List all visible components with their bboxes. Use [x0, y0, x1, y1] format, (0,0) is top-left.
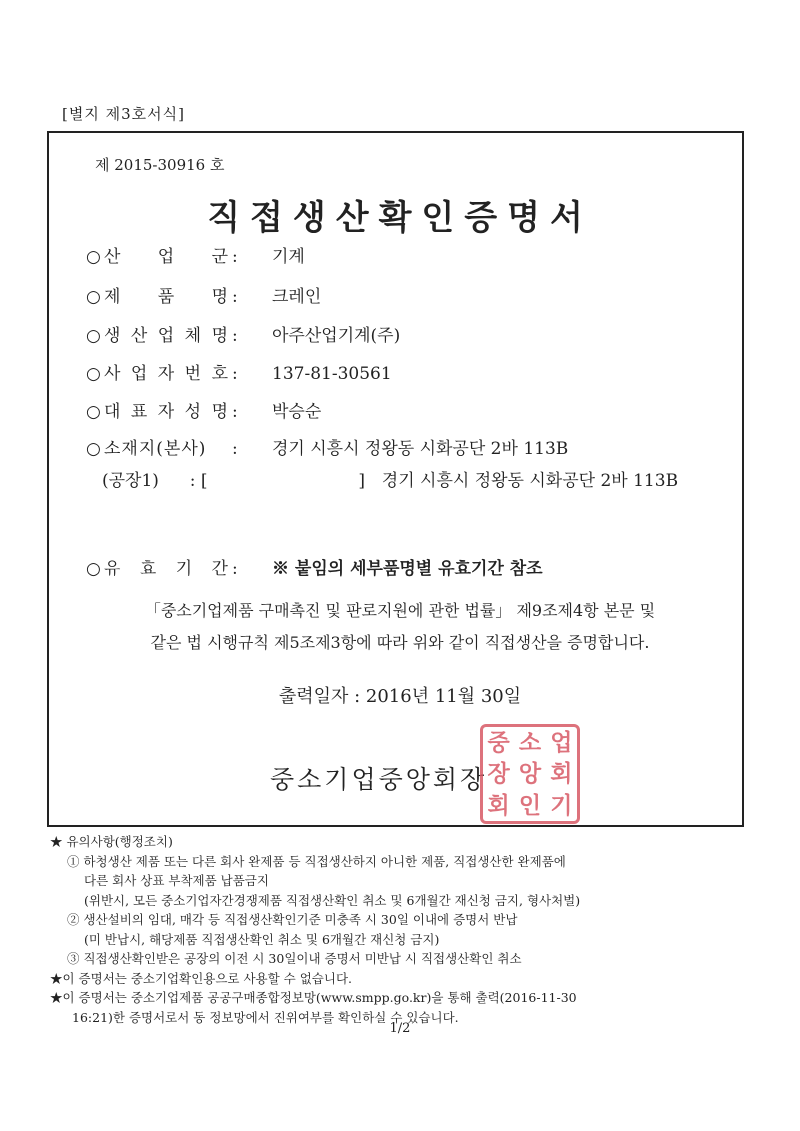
note-item: ③ 직접생산확인받은 공장의 이전 시 30일이내 증명서 미반납 시 직접생산확인 취소 [67, 951, 522, 966]
certificate-number: 제 2015-30916 호 [95, 156, 225, 174]
bullet: ○ [86, 247, 101, 267]
label-char: 품 [157, 287, 175, 307]
label-char: 업 [157, 326, 175, 346]
bracket-close: ] [358, 471, 365, 491]
colon: : [232, 287, 238, 307]
colon: : [189, 471, 196, 491]
bullet: ○ [86, 402, 101, 422]
seal-char: 장 [487, 760, 510, 788]
colon: : [232, 326, 238, 346]
seal-char: 앙 [518, 760, 542, 788]
label-char: 대 [104, 402, 121, 422]
label-char: 자 [157, 402, 175, 422]
row-ceo [86, 399, 321, 425]
label-char: 자 [157, 364, 175, 384]
issue-date: 출력일자 : 2016년 11월 30일 [278, 686, 522, 707]
colon: : [232, 247, 238, 267]
bullet: ○ [86, 439, 101, 459]
label-char: 군 [211, 247, 228, 267]
row-company [86, 323, 400, 349]
label-char: 효 [139, 559, 157, 579]
paragraph-line-1: 「중소기업제품 구매촉진 및 판로지원에 관한 법률」 제9조제4항 본문 및 [144, 601, 656, 620]
label-char: 체 [184, 326, 202, 346]
seal-char: 중 [487, 729, 510, 757]
label-char: 명 [211, 287, 228, 307]
bullet: ○ [86, 287, 101, 307]
note-item: ① 하청생산 제품 또는 다른 회사 완제품 등 직접생산하지 아니한 제품, 직접생산한 완제품에 [67, 853, 566, 869]
colon: : [232, 439, 238, 459]
paragraph-line-2: 같은 법 시행규칙 제5조제3항에 따라 위와 같이 직접생산을 증명합니다. [150, 633, 650, 652]
row-validity [86, 556, 543, 582]
note-item: 다른 회사 상표 부착제품 납품금지 [84, 873, 269, 888]
label-char: 번 [184, 364, 202, 384]
label-char: 표 [130, 402, 148, 422]
certificate-title: 직접생산확인증명서 [207, 198, 593, 238]
label-char: 업 [157, 247, 175, 267]
label-char: 생 [104, 326, 121, 346]
row-industry [86, 244, 305, 270]
factory-label: (공장1) [102, 471, 159, 491]
product-label [104, 284, 228, 310]
official-seal-icon [480, 724, 580, 824]
note-item: ★이 증명서는 중소기업제품 공공구매종합정보망(www.smpp.go.kr)을 통해 출력(2016-11-30 [50, 990, 577, 1005]
page-number: 1/2 [389, 1021, 411, 1036]
row-factory [102, 468, 678, 494]
colon: : [232, 402, 238, 422]
label-char: 명 [211, 326, 228, 346]
bracket-open: [ [200, 471, 208, 491]
label-char: 제 [104, 287, 121, 307]
label-char: 성 [184, 402, 202, 422]
industry-value: 기계 [272, 247, 305, 267]
seal-char: 기 [550, 791, 573, 819]
seal-char: 회 [550, 760, 573, 788]
industry-label [104, 244, 228, 270]
validity-value: ※ 붙임의 세부품명별 유효기간 참조 [272, 559, 543, 579]
seal-char: 인 [518, 791, 542, 819]
company-label [104, 323, 228, 349]
address-label: 소재지(본사) [104, 439, 207, 459]
form-label: [별지 제3호서식] [62, 105, 185, 123]
note-item: (위반시, 모든 중소기업자간경쟁제품 직접생산확인 취소 및 6개월간 재신청 금지, 형사처벌) [84, 892, 581, 908]
colon: : [232, 364, 238, 384]
label-char: 유 [104, 559, 121, 579]
note-item: ★이 증명서는 중소기업확인용으로 사용할 수 없습니다. [50, 970, 352, 986]
label-char: 간 [211, 559, 228, 579]
factory-value: 경기 시흥시 정왕동 시화공단 2바 113B [381, 471, 679, 491]
colon: : [232, 559, 238, 579]
ceo-value: 박승순 [272, 402, 322, 422]
biz-no-value: 137-81-30561 [272, 364, 392, 384]
notes-heading: ★ 유의사항(행정조치) [50, 834, 173, 849]
biz-no-label [104, 361, 228, 387]
note-item: ② 생산설비의 임대, 매각 등 직접생산확인기준 미충족 시 30일 이내에 증명서 반납 [67, 912, 518, 927]
bullet: ○ [86, 559, 101, 579]
product-value: 크레인 [272, 287, 322, 307]
note-item: (미 반납시, 해당제품 직접생산확인 취소 및 6개월간 재신청 금지) [84, 931, 440, 947]
label-char: 사 [104, 364, 121, 384]
company-value: 아주산업기계(주) [272, 326, 401, 346]
seal-char: 회 [487, 791, 510, 819]
label-char: 기 [175, 559, 193, 579]
ceo-label [104, 399, 228, 425]
issuer-name: 중소기업중앙회장 [270, 765, 488, 794]
row-biz-no [86, 361, 392, 387]
label-char: 산 [104, 247, 121, 267]
validity-label [104, 556, 228, 582]
label-char: 산 [130, 326, 148, 346]
bullet: ○ [86, 364, 101, 384]
bullet: ○ [86, 326, 101, 346]
label-char: 업 [130, 364, 148, 384]
label-char: 명 [211, 402, 228, 422]
note-item: 16:21)한 증명서로서 동 정보망에서 진위여부를 확인하실 수 있습니다. [72, 1009, 459, 1025]
address-value: 경기 시흥시 정왕동 시화공단 2바 113B [272, 439, 569, 459]
row-address [86, 436, 568, 462]
notes-section [50, 832, 770, 1027]
label-char: 호 [211, 364, 228, 384]
seal-char: 소 [518, 729, 542, 757]
row-product [86, 284, 321, 310]
seal-char: 업 [550, 729, 573, 757]
